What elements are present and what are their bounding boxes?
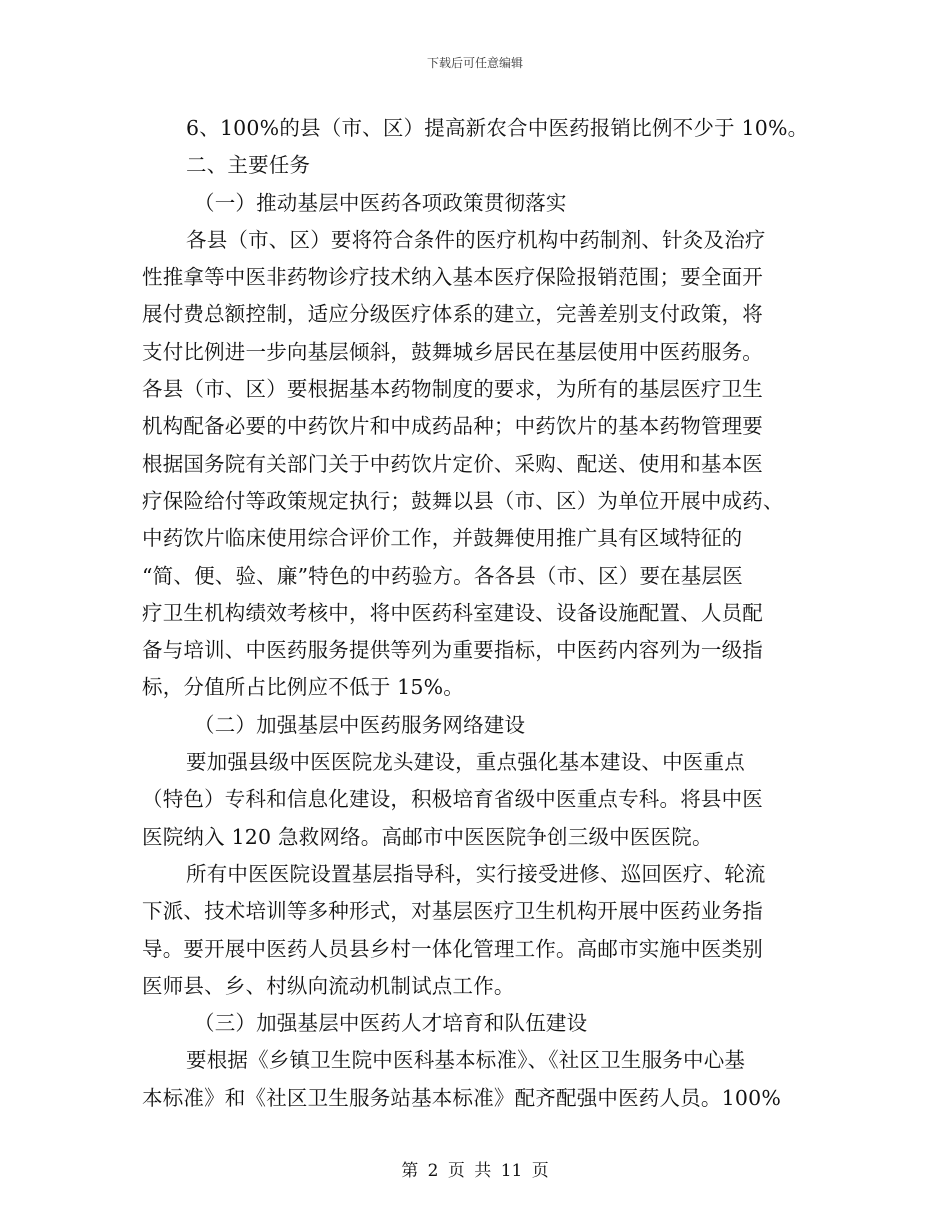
text-line: 性推拿等中医非药物诊疗技术纳入基本医疗保险报销范围；要全面开 — [142, 265, 763, 290]
text-line: （特色）专科和信息化建设，积极培育省级中医重点专科。将县中医 — [142, 787, 763, 812]
page-number-footer: 第 2 页 共 11 页 — [401, 1161, 549, 1181]
text-line: “简、便、验、廉”特色的中药验方。各各县（市、区）要在基层医 — [142, 563, 743, 588]
text-line: 备与培训、中医药服务提供等列为重要指标，中医药内容列为一级指 — [142, 638, 763, 663]
text-line: 标，分值所占比例应不低于 15%。 — [142, 675, 464, 700]
text-line: 要加强县级中医医院龙头建设，重点强化基本建设、中医重点 — [186, 750, 745, 775]
text-line: 医院纳入 120 急救网络。高邮市中医医院争创三级中医医院。 — [142, 824, 713, 849]
page-header-note: 下载后可任意编辑 — [426, 56, 523, 70]
text-line: 各县（市、区）要将符合条件的医疗机构中药制剂、针灸及治疗 — [186, 227, 766, 252]
text-line: （三）加强基层中医药人才培育和队伍建设 — [194, 1011, 588, 1036]
text-line: 医师县、乡、村纵向流动机制试点工作。 — [142, 973, 515, 998]
text-line: 导。要开展中医药人员县乡村一体化管理工作。高邮市实施中医类别 — [142, 936, 763, 961]
text-line: 二、主要任务 — [186, 153, 311, 178]
text-line: 所有中医医院设置基层指导科，实行接受进修、巡回医疗、轮流 — [186, 861, 766, 886]
text-line: 机构配备必要的中药饮片和中成药品种；中药饮片的基本药物管理要 — [142, 414, 763, 439]
text-line: 6、100%的县（市、区）提高新农合中医药报销比例不少于 10%。 — [186, 116, 809, 140]
text-line: 中药饮片临床使用综合评价工作，并鼓舞使用推广具有区域特征的 — [142, 526, 743, 551]
text-line: （二）加强基层中医药服务网络建设 — [194, 712, 526, 737]
text-line: 各县（市、区）要根据基本药物制度的要求，为所有的基层医疗卫生 — [142, 377, 763, 402]
text-line: 疗保险给付等政策规定执行；鼓舞以县（市、区）为单位开展中成药、 — [142, 488, 784, 513]
text-line: 支付比例进一步向基层倾斜，鼓舞城乡居民在基层使用中医药服务。 — [142, 339, 763, 364]
text-line: 本标准》和《社区卫生服务站基本标准》配齐配强中医药人员。100% — [142, 1085, 782, 1110]
text-line: 下派、技术培训等多种形式，对基层医疗卫生机构开展中医药业务指 — [142, 899, 763, 924]
text-line: 根据国务院有关部门关于中药饮片定价、采购、配送、使用和基本医 — [142, 451, 763, 476]
text-line: 疗卫生机构绩效考核中，将中医药科室建设、设备设施配置、人员配 — [142, 600, 763, 625]
text-line: 要根据《乡镇卫生院中医科基本标准》、《社区卫生服务中心基 — [186, 1048, 746, 1073]
text-line: 展付费总额控制，适应分级医疗体系的建立，完善差别支付政策，将 — [142, 302, 763, 327]
text-line: （一）推动基层中医药各项政策贯彻落实 — [194, 190, 567, 215]
document-body — [142, 110, 810, 1117]
